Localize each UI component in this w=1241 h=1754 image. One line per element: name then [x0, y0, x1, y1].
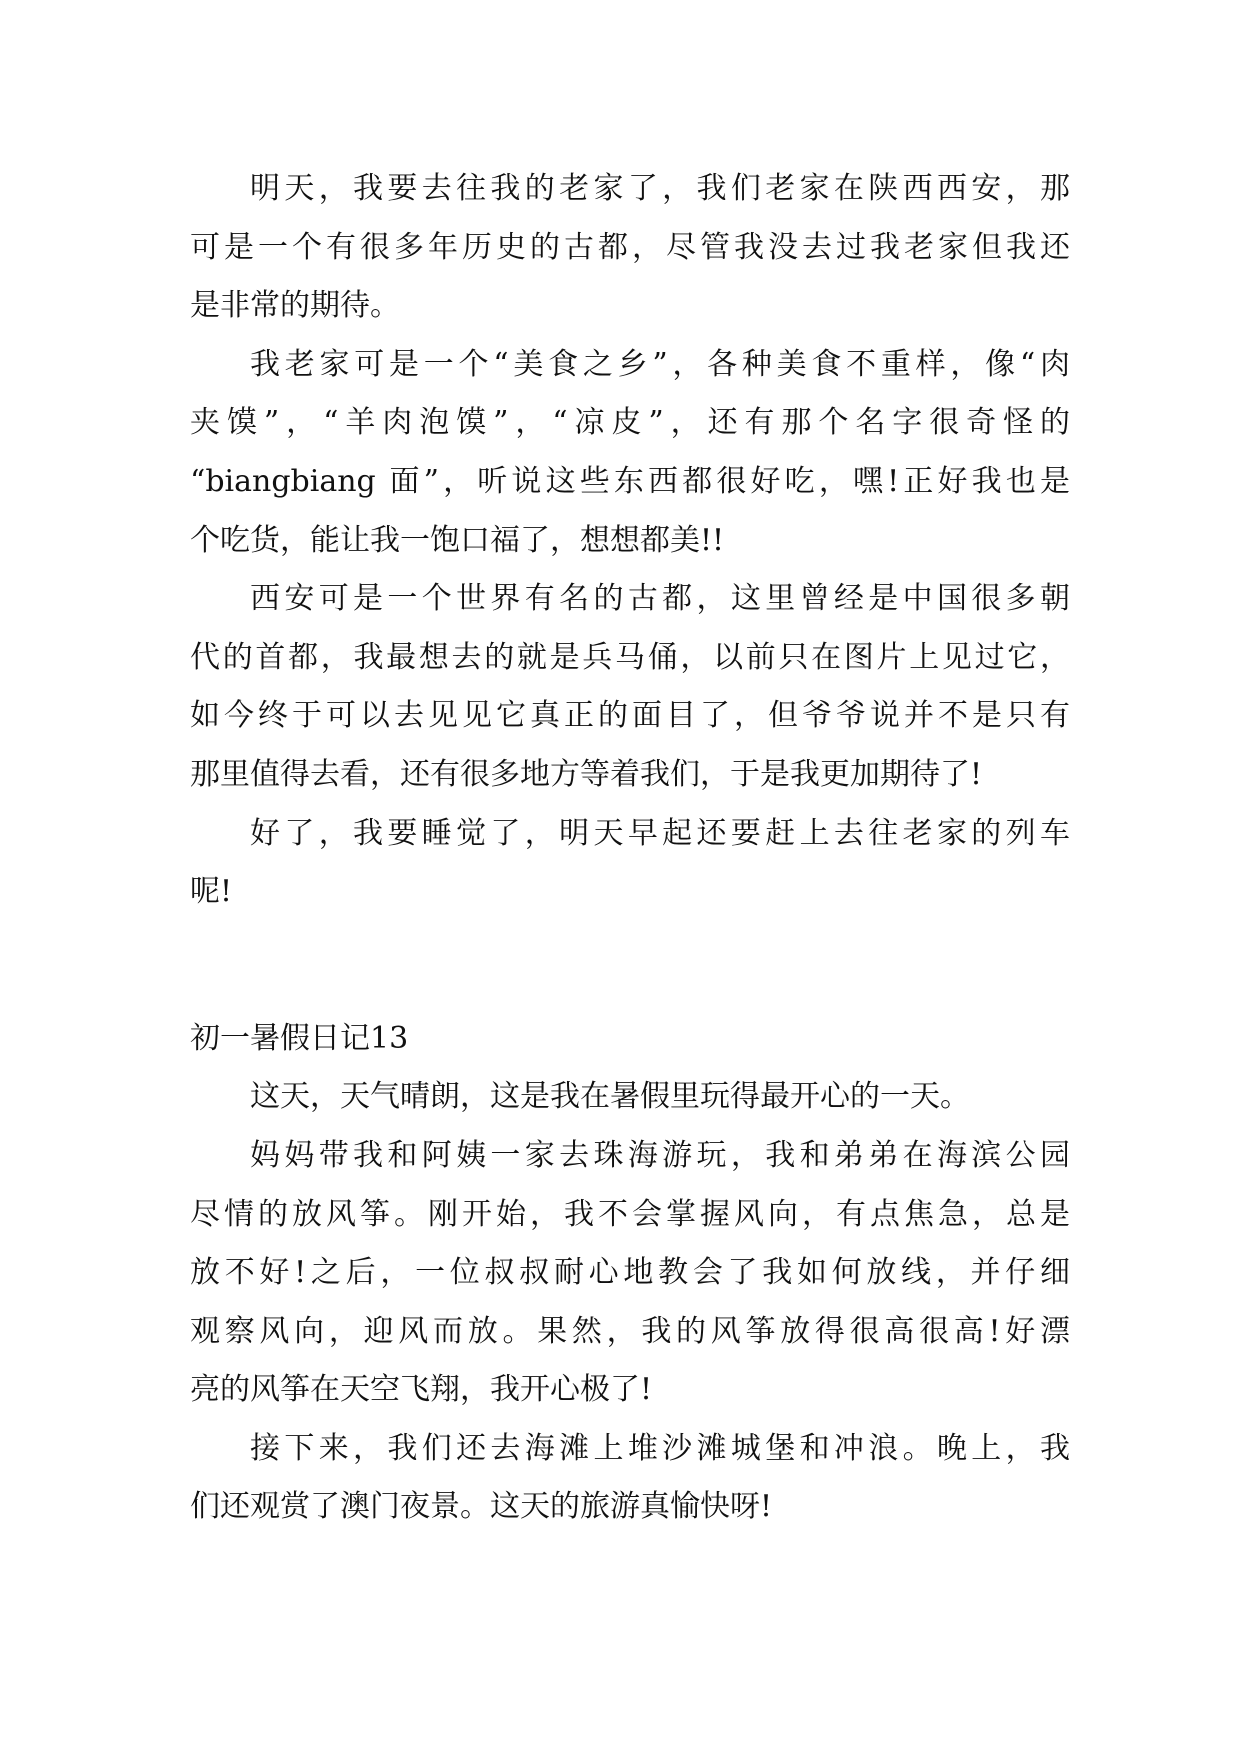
text-line: 明天，我要去往我的老家了，我们老家在陕西西安，那: [250, 171, 1070, 206]
text-line: 西安可是一个世界有名的古都，这里曾经是中国很多朝: [250, 581, 1070, 617]
paragraph: [190, 1127, 1070, 1420]
text-line: 可是一个有很多年历史的古都，尽管我没去过我老家但我还: [190, 229, 1070, 265]
text-line: 放不好!之后，一位叔叔耐心地教会了我如何放线，并仔细: [190, 1255, 1070, 1291]
text-line: 呢!: [190, 874, 233, 910]
text-line: 观察风向，迎风而放。果然，我的风筝放得很高很高!好漂: [190, 1313, 1070, 1349]
paragraph: [190, 336, 1070, 570]
text-line: 如今终于可以去见见它真正的面目了，但爷爷说并不是只有: [190, 698, 1070, 734]
text-line: 是非常的期待。: [190, 288, 400, 324]
paragraph: [190, 805, 1070, 922]
text-line: 亮的风筝在天空飞翔，我开心极了!: [190, 1372, 653, 1408]
paragraph: [190, 160, 1070, 336]
section-gap: [190, 922, 1070, 1010]
text-line: 好了，我要睡觉了，明天早起还要赶上去往老家的列车: [250, 815, 1070, 851]
text-line: 这天，天气晴朗，这是我在暑假里玩得最开心的一天。: [250, 1079, 970, 1115]
text-line: 妈妈带我和阿姨一家去珠海游玩，我和弟弟在海滨公园: [250, 1137, 1070, 1173]
text-line: 我老家可是一个“美食之乡”，各种美食不重样，像“肉: [250, 346, 1070, 382]
text-line: 个吃货，能让我一饱口福了，想想都美!!: [190, 522, 725, 558]
text-line: 夹馍”，“羊肉泡馍”，“凉皮”，还有那个名字很奇怪的: [190, 405, 1070, 441]
paragraph: [190, 1068, 1070, 1127]
document-body: [190, 160, 1070, 1537]
paragraph: [190, 1420, 1070, 1537]
text-line: “biangbiang 面”，听说这些东西都很好吃，嘿!正好我也是: [190, 463, 1070, 499]
text-line: 尽情的放风筝。刚开始，我不会掌握风向，有点焦急，总是: [190, 1196, 1070, 1232]
text-line: 们还观赏了澳门夜景。这天的旅游真愉快呀!: [190, 1489, 773, 1525]
text-line: 那里值得去看，还有很多地方等着我们，于是我更加期待了!: [190, 756, 983, 792]
text-line: 接下来，我们还去海滩上堆沙滩城堡和冲浪。晚上，我: [250, 1430, 1070, 1466]
section-heading: 初一暑假日记13: [190, 1020, 409, 1056]
paragraph: [190, 570, 1070, 804]
text-line: 代的首都，我最想去的就是兵马俑，以前只在图片上见过它，: [190, 639, 1070, 675]
